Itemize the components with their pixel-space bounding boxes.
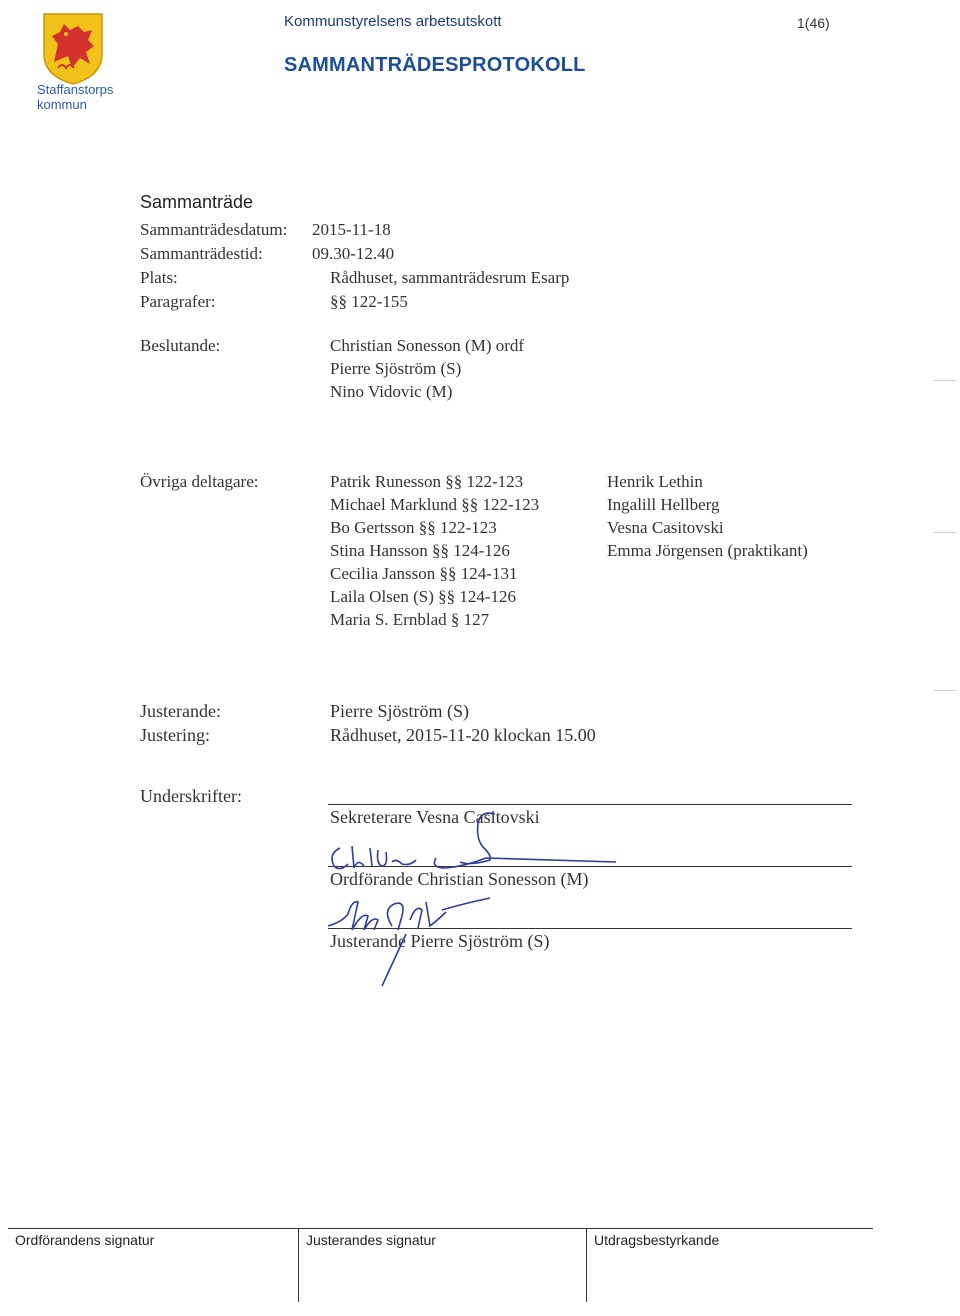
participant: Stina Hansson §§ 124-126 xyxy=(330,541,510,560)
footer-certification: Utdragsbestyrkande xyxy=(594,1232,720,1248)
municipality-name-line2: kommun xyxy=(37,97,87,112)
page-number: 1(46) xyxy=(797,15,830,31)
footer-chair-signature: Ordförandens signatur xyxy=(15,1232,155,1248)
adjuster-signature xyxy=(322,890,502,990)
organ-name: Kommunstyrelsens arbetsutskott xyxy=(284,13,502,30)
scan-mark xyxy=(934,690,956,691)
signature-line xyxy=(328,804,852,805)
participant: Laila Olsen (S) §§ 124-126 xyxy=(330,587,517,606)
time-label: Sammanträdestid: xyxy=(140,244,263,263)
participant: Ingalill Hellberg xyxy=(607,495,720,514)
participant: Cecilia Jansson §§ 124-131 xyxy=(330,564,518,583)
place-label: Plats: xyxy=(140,268,178,287)
scan-mark xyxy=(934,380,956,381)
paragraphs-value: §§ 122-155 xyxy=(330,292,408,311)
participant: Michael Marklund §§ 122-123 xyxy=(330,495,540,514)
signatures-label: Underskrifter: xyxy=(140,786,242,806)
section-title: Sammanträde xyxy=(140,192,254,212)
time-value: 09.30-12.40 xyxy=(312,244,395,263)
footer-divider xyxy=(298,1228,299,1302)
decider-name: Nino Vidovic (M) xyxy=(330,382,453,401)
decider-name: Pierre Sjöström (S) xyxy=(330,359,462,378)
justering-value: Rådhuset, 2015-11-20 klockan 15.00 xyxy=(330,725,596,745)
others-label: Övriga deltagare: xyxy=(140,472,259,491)
decider-name: Christian Sonesson (M) ordf xyxy=(330,336,525,355)
signature-caption: Ordförande Christian Sonesson (M) xyxy=(330,869,589,889)
participant: Henrik Lethin xyxy=(607,472,703,491)
place-value: Rådhuset, sammanträdesrum Esarp xyxy=(330,268,570,287)
paragraphs-label: Paragrafer: xyxy=(140,292,216,311)
date-label: Sammanträdesdatum: xyxy=(140,220,288,239)
participant: Emma Jörgensen (praktikant) xyxy=(607,541,808,560)
scan-mark xyxy=(934,532,956,533)
footer-rule xyxy=(8,1228,873,1229)
deciders-label: Beslutande: xyxy=(140,336,221,355)
participant: Maria S. Ernblad § 127 xyxy=(330,610,490,629)
signature-caption: Justerande Pierre Sjöström (S) xyxy=(330,931,550,951)
justering-label: Justering: xyxy=(140,725,210,745)
coat-of-arms-icon xyxy=(40,10,106,86)
footer-adjuster-signature: Justerandes signatur xyxy=(306,1232,436,1248)
date-value: 2015-11-18 xyxy=(312,220,391,239)
participant: Vesna Casitovski xyxy=(607,518,724,537)
justerande-value: Pierre Sjöström (S) xyxy=(330,701,469,721)
municipality-name-line1: Staffanstorps xyxy=(37,82,114,97)
footer-divider xyxy=(586,1228,587,1302)
signature-caption: Sekreterare Vesna Casitovski xyxy=(330,807,540,827)
municipality-coat-of-arms xyxy=(40,10,106,86)
participant: Patrik Runesson §§ 122-123 xyxy=(330,472,524,491)
chairman-signature xyxy=(326,838,616,878)
document-title: SAMMANTRÄDESPROTOKOLL xyxy=(284,54,586,76)
participant: Bo Gertsson §§ 122-123 xyxy=(330,518,497,537)
justerande-label: Justerande: xyxy=(140,701,221,721)
